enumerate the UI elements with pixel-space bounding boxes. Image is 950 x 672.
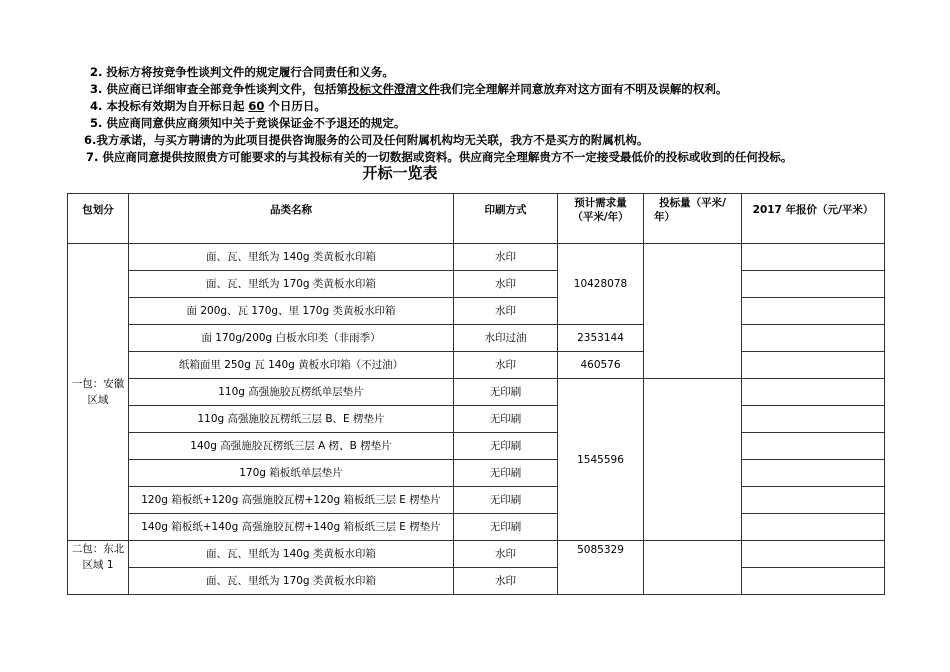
clause-text: 4. 本投标有效期为自开标日起 [90, 99, 249, 113]
price-cell[interactable] [742, 433, 885, 460]
bid-cell[interactable] [644, 379, 742, 541]
price-cell[interactable] [742, 541, 885, 568]
print-method: 水印 [454, 271, 558, 298]
print-method: 无印刷 [454, 433, 558, 460]
clause-list [84, 64, 924, 166]
print-method: 无印刷 [454, 379, 558, 406]
price-cell[interactable] [742, 487, 885, 514]
print-method: 水印 [454, 352, 558, 379]
price-cell[interactable] [742, 460, 885, 487]
price-cell[interactable] [742, 244, 885, 271]
underlined-text: 60 [248, 99, 265, 113]
header-bid-line1: 投标量（平米/ [659, 197, 726, 209]
clause-text: 7. 供应商同意提供按照贵方可能要求的与其投标有关的一切数据或资料。供应商完全理解贵方不一定接受最低价的投标或收到的任何投标。 [86, 150, 793, 164]
header-name: 品类名称 [129, 194, 454, 244]
item-name: 面 170g/200g 白板水印类（非雨季） [129, 325, 454, 352]
price-cell[interactable] [742, 298, 885, 325]
clause-text: 我们完全理解并同意放弃对这方面有不明及误解的权利。 [439, 82, 728, 96]
table-row [68, 487, 885, 514]
header-demand-line2: （平米/年） [572, 211, 629, 223]
item-name: 110g 高强施胶瓦楞纸单层垫片 [129, 379, 454, 406]
underlined-text: 投标文件澄清文件 [347, 82, 440, 96]
item-name: 面、瓦、里纸为 170g 类黄板水印箱 [129, 271, 454, 298]
demand-cell: 2353144 [558, 325, 644, 352]
bid-cell[interactable] [644, 541, 742, 595]
clause-item [84, 64, 924, 81]
item-name: 面、瓦、里纸为 170g 类黄板水印箱 [129, 568, 454, 595]
item-name: 面、瓦、里纸为 140g 类黄板水印箱 [129, 541, 454, 568]
clause-text: 3. 供应商已详细审查全部竞争性谈判文件，包括第 [90, 82, 348, 96]
table-row [68, 433, 885, 460]
demand-cell: 1545596 [558, 379, 644, 541]
price-cell[interactable] [742, 568, 885, 595]
print-method: 无印刷 [454, 406, 558, 433]
clause-text: 5. 供应商同意供应商须知中关于竞谈保证金不予退还的规定。 [90, 116, 406, 130]
price-cell[interactable] [742, 352, 885, 379]
print-method: 水印 [454, 541, 558, 568]
table-row [68, 406, 885, 433]
table-row [68, 244, 885, 271]
table-row [68, 352, 885, 379]
item-name: 纸箱面里 250g 瓦 140g 黄板水印箱（不过油） [129, 352, 454, 379]
demand-cell: 10428078 [558, 244, 644, 325]
table-row [68, 568, 885, 595]
print-method: 无印刷 [454, 460, 558, 487]
clause-text: 个日历日。 [264, 99, 326, 113]
item-name: 面、瓦、里纸为 140g 类黄板水印箱 [129, 244, 454, 271]
clause-item [84, 98, 924, 115]
clause-item [84, 115, 924, 132]
group-cell-2: 二包：东北区域 1 [68, 541, 129, 595]
table-row [68, 325, 885, 352]
price-cell[interactable] [742, 514, 885, 541]
table-row [68, 271, 885, 298]
header-demand [558, 194, 644, 244]
bid-cell[interactable] [644, 244, 742, 379]
item-name: 面 200g、瓦 170g、里 170g 类黄板水印箱 [129, 298, 454, 325]
table-row [68, 541, 885, 568]
clause-text: 6.我方承诺，与买方聘请的为此项目提供咨询服务的公司及任何附属机构均无关联，我方不是买方的附属机构。 [84, 133, 649, 147]
price-cell[interactable] [742, 271, 885, 298]
table-row [68, 379, 885, 406]
item-name: 170g 箱板纸单层垫片 [129, 460, 454, 487]
item-name: 110g 高强施胶瓦楞纸三层 B、E 楞垫片 [129, 406, 454, 433]
demand-cell: 5085329 [558, 541, 644, 595]
header-row [68, 194, 885, 244]
table-row [68, 460, 885, 487]
item-name: 140g 箱板纸+140g 高强施胶瓦楞+140g 箱板纸三层 E 楞垫片 [129, 514, 454, 541]
demand-cell: 460576 [558, 352, 644, 379]
group-cell-1: 一包：安徽区域 [68, 244, 129, 541]
header-bid-line2: 年） [654, 211, 675, 223]
print-method: 水印过油 [454, 325, 558, 352]
print-method: 水印 [454, 568, 558, 595]
header-group: 包划分 [68, 194, 129, 244]
header-demand-line1: 预计需求量 [574, 197, 627, 209]
price-cell[interactable] [742, 379, 885, 406]
print-method: 无印刷 [454, 487, 558, 514]
item-name: 120g 箱板纸+120g 高强施胶瓦楞+120g 箱板纸三层 E 楞垫片 [129, 487, 454, 514]
print-method: 水印 [454, 298, 558, 325]
print-method: 水印 [454, 244, 558, 271]
header-bid [644, 194, 742, 244]
table-row [68, 514, 885, 541]
table-row [68, 298, 885, 325]
price-cell[interactable] [742, 406, 885, 433]
price-cell[interactable] [742, 325, 885, 352]
print-method: 无印刷 [454, 514, 558, 541]
clause-text: 2. 投标方将按竞争性谈判文件的规定履行合同责任和义务。 [90, 65, 394, 79]
header-print: 印刷方式 [454, 194, 558, 244]
item-name: 140g 高强施胶瓦楞纸三层 A 楞、B 楞垫片 [129, 433, 454, 460]
bid-summary-table [67, 193, 885, 595]
clause-item [84, 81, 924, 98]
table-title: 开标一览表 [362, 164, 438, 182]
clause-item [84, 132, 924, 149]
header-price: 2017 年报价（元/平米） [742, 194, 885, 244]
